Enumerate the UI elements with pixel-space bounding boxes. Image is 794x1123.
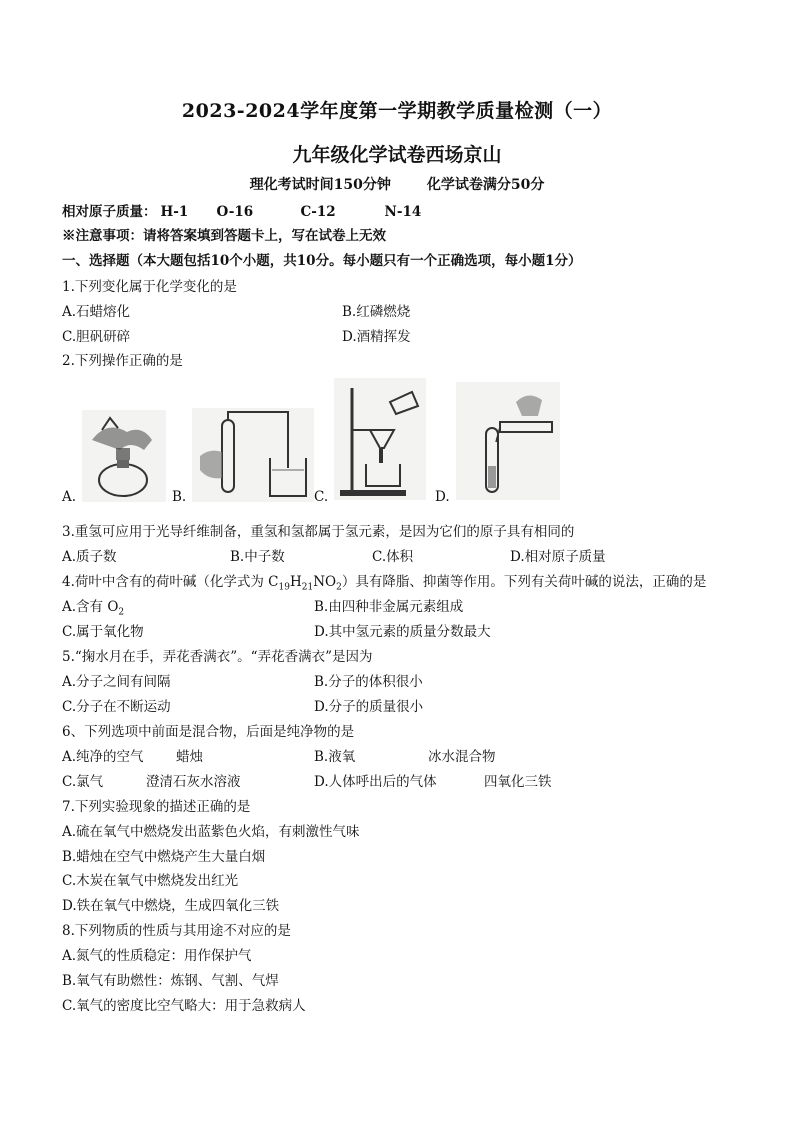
question-6-stem: 6、下列选项中前面是混合物，后面是纯净物的是 (62, 724, 355, 740)
question-2-stem: 2.下列操作正确的是 (62, 353, 183, 369)
question-6-option-a-second: 蜡烛 (176, 749, 203, 765)
question-6-option-c-second: 澄清石灰水溶液 (146, 774, 241, 790)
question-1-option-c: C.胆矾研碎 (62, 329, 131, 345)
question-4-stem: 4.荷叶中含有的荷叶碱（化学式为 $C_{19}H_{21}NO_2$）具有降脂、抑菌等作用。下列有关荷叶碱的说法，正确的是 (62, 574, 707, 593)
question-5-option-d: D.分子的质量很小 (314, 699, 424, 715)
question-3-option-a: A.质子数 (62, 549, 117, 565)
exam-title: 2023-2024学年度第一学期教学质量检测（一） (181, 100, 613, 122)
score-info: 化学试卷满分50分 (426, 177, 545, 193)
question-8-option-a: A.氮气的性质稳定：用作保护气 (62, 948, 252, 964)
question-6-option-d: D.人体呼出后的气体 (314, 774, 437, 790)
question-5-option-c: C.分子在不断运动 (62, 699, 171, 715)
section-title: 一、选择题（本大题包括10个小题，共10分。每小题只有一个正确选项，每小题1分） (62, 253, 582, 269)
question-7-stem: 7.下列实验现象的描述正确的是 (62, 799, 251, 815)
question-3-stem: 3.重氢可应用于光导纤维制备，重氢和氢都属于氢元素，是因为它们的原子具有相同的 (62, 524, 575, 540)
question-4-option-d: D.其中氢元素的质量分数最大 (314, 624, 491, 640)
question-1-stem: 1.下列变化属于化学变化的是 (62, 279, 237, 295)
atomic-masses-label: 相对原子质量： (62, 204, 157, 220)
question-6-option-b-second: 冰水混合物 (428, 749, 496, 765)
atomic-mass-n: N-14 (384, 204, 422, 220)
notice: ※注意事项：请将答案填到答题卡上，写在试卷上无效 (62, 228, 386, 244)
question-1-option-a: A.石蜡熔化 (62, 304, 131, 320)
figure-a-label: A. (62, 489, 77, 505)
question-8-stem: 8.下列物质的性质与其用途不对应的是 (62, 923, 291, 939)
atomic-mass-c: C-12 (300, 204, 336, 220)
question-1-option-d: D.酒精挥发 (342, 329, 411, 345)
question-5-stem: 5.“掬水月在手，弄花香满衣”。“弄花香满衣”是因为 (62, 649, 373, 665)
question-4-option-a: A.含有 $O_2$ (62, 599, 125, 618)
question-7-option-d: D.铁在氧气中燃烧，生成四氧化三铁 (62, 898, 280, 914)
figure-b-label: B. (172, 489, 187, 505)
question-6-option-c: C.氯气 (62, 774, 104, 790)
question-8-option-b: B.氧气有助燃性：炼钢、气割、气焊 (62, 973, 279, 989)
question-5-option-b: B.分子的体积很小 (314, 674, 423, 690)
exam-subtitle: 九年级化学试卷西场京山 (292, 144, 502, 166)
question-7-option-b: B.蜡烛在空气中燃烧产生大量白烟 (62, 849, 266, 865)
figure-c-label: C. (314, 489, 329, 505)
exam-info (0, 174, 794, 194)
question-4-option-c: C.属于氧化物 (62, 624, 144, 640)
figure-d-pouring-liquid (456, 382, 560, 500)
time-info: 理化考试时间150分钟 (249, 177, 391, 193)
question-3-option-b: B.中子数 (230, 549, 285, 565)
question-6-option-b: B.液氧 (314, 749, 356, 765)
question-7-option-a: A.硫在氧气中燃烧发出蓝紫色火焰，有刺激性气味 (62, 824, 360, 840)
atomic-mass-o: O-16 (216, 204, 254, 220)
figure-c-filtration (334, 378, 426, 500)
figure-d-label: D. (435, 489, 450, 505)
question-3-option-c: C.体积 (372, 549, 414, 565)
figure-a-alcohol-lamp (82, 410, 166, 502)
question-7-option-c: C.木炭在氧气中燃烧发出红光 (62, 873, 239, 889)
atomic-mass-h: H-1 (160, 204, 189, 220)
figure-b-airtightness-check (192, 408, 314, 502)
atomic-masses (62, 200, 421, 220)
question-8-option-c: C.氧气的密度比空气略大：用于急救病人 (62, 998, 306, 1014)
question-6-option-d-second: 四氧化三铁 (484, 774, 552, 790)
question-1-option-b: B.红磷燃烧 (342, 304, 411, 320)
question-4-option-b: B.由四种非金属元素组成 (314, 599, 464, 615)
question-6-option-a: A.纯净的空气 (62, 749, 144, 765)
question-5-option-a: A.分子之间有间隔 (62, 674, 171, 690)
question-3-option-d: D.相对原子质量 (510, 549, 606, 565)
